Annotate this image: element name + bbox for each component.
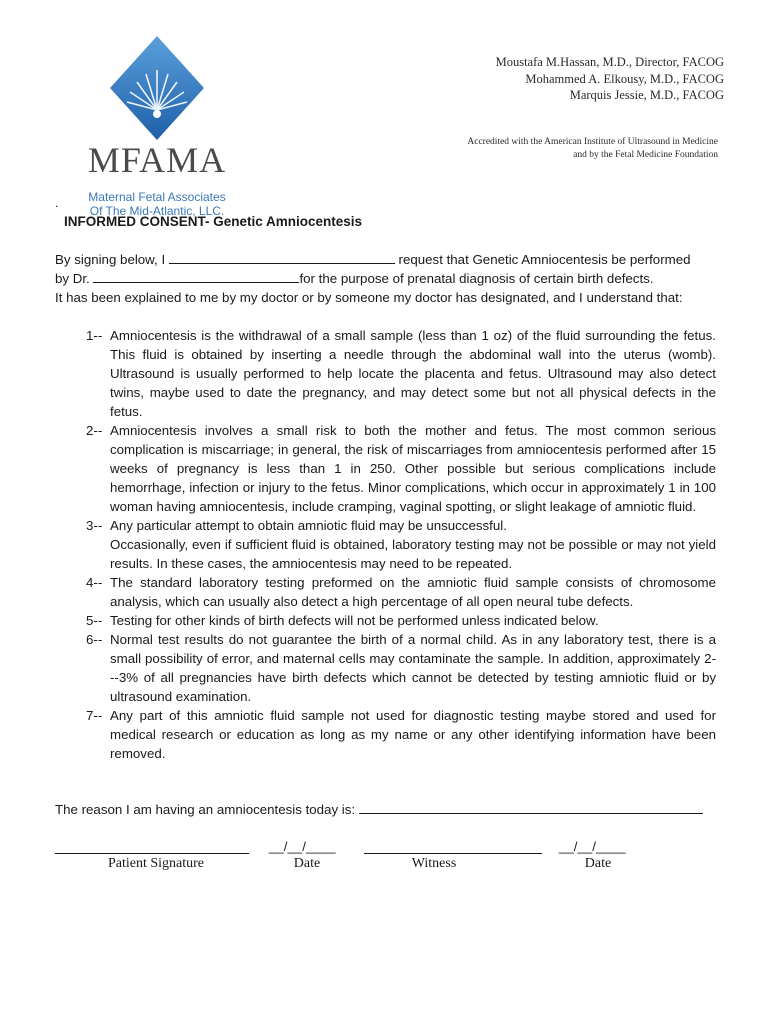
intro-text: request that Genetic Amniocentesis be performed	[398, 252, 691, 267]
stray-dot: .	[55, 196, 59, 210]
intro-line	[55, 269, 725, 288]
item-text: Any part of this amniotic fluid sample not used for diagnostic testing maybe stored and used for medical research or education as long as my name or any other identifying information have been removed.	[110, 708, 716, 761]
logo-subtitle: Maternal Fetal Associates	[88, 190, 226, 204]
mfama-logo	[72, 36, 242, 218]
witness-signature-field[interactable]	[364, 853, 542, 854]
patient-signature-field[interactable]	[55, 853, 249, 854]
directors-list	[496, 54, 724, 104]
reason-field[interactable]	[359, 800, 703, 814]
item-text: Any particular attempt to obtain amniotic fluid may be unsuccessful.	[110, 518, 507, 533]
logo-subtitle: Of The Mid-Atlantic, LLC.	[89, 204, 225, 218]
director-name: Mohammed A. Elkousy, M.D., FACOG	[525, 71, 724, 86]
item-text-block	[110, 516, 716, 573]
item-text: Amniocentesis involves a small risk to both the mother and fetus. The most common serious complication is miscarriage; in general, the risk of miscarriages from amniocentesis performed after 15 weeks of pregnancy is less than 1 in 250. Other possible but serious complications include hemorrhage, infection or injury to the fetus. Minor complications, which occur in approximately 1 in 100 woman having amniocentesis, include cramping, vaginal spotting, or slight leakage of amniotic fluid.	[110, 423, 716, 514]
item-text: Testing for other kinds of birth defects will not be performed unless indicated below.	[110, 613, 599, 628]
list-item	[86, 611, 716, 630]
item-number: 5--	[86, 613, 103, 628]
intro-paragraph	[55, 250, 725, 307]
patient-date-field[interactable]: __/__/____	[269, 839, 336, 854]
item-number: 2--	[86, 423, 103, 438]
item-text-continued: Occasionally, even if sufficient fluid is obtained, laboratory testing may not be possible or may not yield results. In these cases, the amniocentesis may need to be repeated.	[110, 537, 716, 571]
list-item	[86, 326, 716, 421]
intro-line	[55, 250, 725, 269]
list-item	[86, 630, 716, 706]
director-name: Marquis Jessie, M.D., FACOG	[569, 88, 724, 102]
list-item	[86, 706, 716, 763]
diamond-logo-icon	[110, 36, 204, 140]
list-item	[86, 421, 716, 516]
accreditation-line: and by the Fetal Medicine Foundation	[573, 149, 718, 160]
item-number: 7--	[86, 708, 103, 723]
intro-text: By signing below, I	[55, 252, 166, 267]
reason-row	[55, 800, 703, 819]
item-text: Amniocentesis is the withdrawal of a small sample (less than 1 oz) of the fluid surrounding the fetus. This fluid is obtained by inserting a needle through the abdominal wall into the uterus (womb). Ultrasound is usually performed to help locate the placenta and fetus. Ultrasound may also detect twins, maybe used to date the pregnancy, and may detect some but not all physical defects in the fetus.	[110, 328, 716, 419]
item-number: 4--	[86, 575, 103, 590]
page-title: INFORMED CONSENT- Genetic Amniocentesis	[64, 214, 363, 229]
list-item	[86, 516, 716, 573]
accreditation-note	[467, 136, 718, 161]
item-number: 1--	[86, 328, 103, 343]
item-number: 3--	[86, 518, 103, 533]
intro-text: by Dr.	[55, 271, 90, 286]
list-item	[86, 573, 716, 611]
doctor-name-field[interactable]	[93, 269, 299, 283]
accreditation-line: Accredited with the American Institute of Ultrasound in Medicine	[467, 137, 718, 147]
item-text: Normal test results do not guarantee the birth of a normal child. As in any laboratory test, there is a small possibility of error, and maternal cells may contaminate the sample. In addition, approximately 2---3% of all pregnancies have birth defects which cannot be detected by testing amniotic fluid or by ultrasound examination.	[110, 632, 716, 704]
date-label: Date	[293, 856, 321, 871]
item-number: 6--	[86, 632, 103, 647]
item-text: The standard laboratory testing preformed on the amniotic fluid sample consists of chromosome analysis, which can usually also detect a high percentage of all open neural tube defects.	[110, 575, 716, 609]
patient-name-field[interactable]	[169, 250, 395, 264]
witness-label: Witness	[411, 856, 457, 871]
patient-signature-label: Patient Signature	[107, 856, 205, 871]
intro-text: for the purpose of prenatal diagnosis of certain birth defects.	[299, 271, 654, 286]
witness-date-field[interactable]: __/__/____	[559, 839, 626, 854]
consent-items	[86, 326, 716, 763]
intro-line: It has been explained to me by my doctor or by someone my doctor has designated, and I understand that:	[55, 290, 683, 305]
date-label: Date	[584, 856, 612, 871]
director-name: Moustafa M.Hassan, M.D., Director, FACOG	[495, 55, 724, 69]
logo-wordmark: MFAMA	[87, 140, 227, 180]
reason-label: The reason I am having an amniocentesis today is:	[55, 802, 356, 817]
